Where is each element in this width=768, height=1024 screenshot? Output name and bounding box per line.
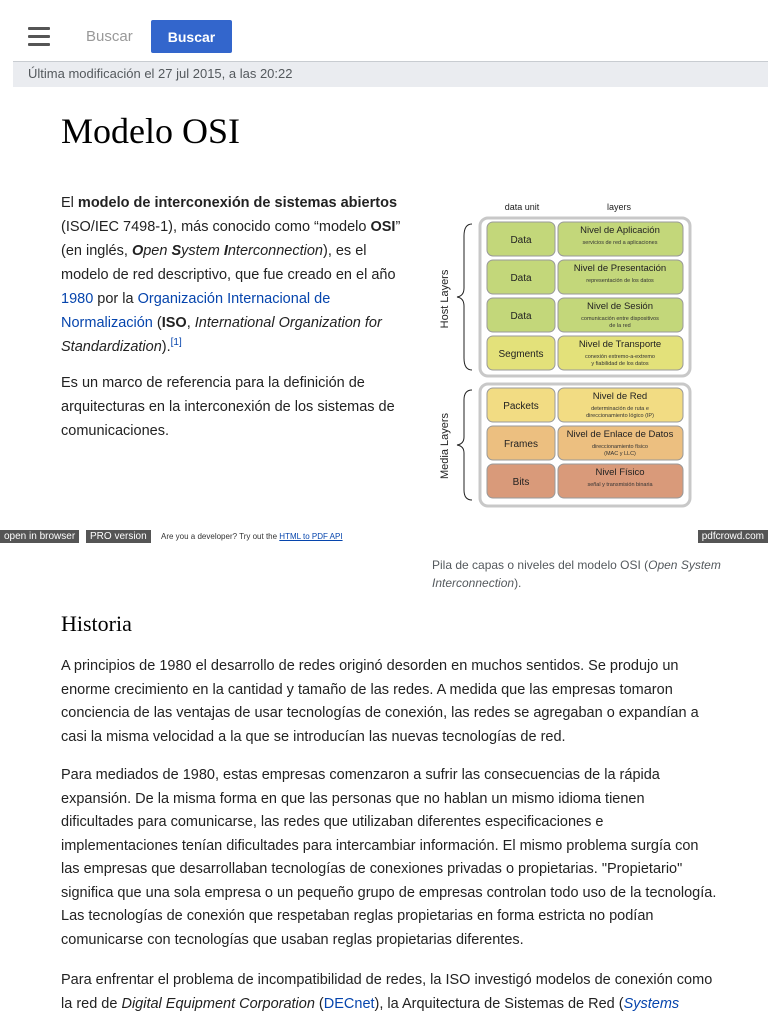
- historia-paragraph-2: Para mediados de 1980, estas empresas comenzaron a sufrir las consecuencias de la rápida expansión. De la misma forma en que las personas que no hablan un mismo idioma tienen dificultades para comunicarse, las redes que utilizaban diferentes especificaciones e implementaciones tenían dificultades para intercambiar información. El mismo problema surgía con las empresas que desarrollaban tecnologías de conexiones privadas o propietarias. "Propietario" significa que una sola empresa o un pequeño grupo de empresas controlan todo uso de la tecnología. Las tecnologías de conexión que respetaban reglas propietarias en forma estricta no podían comunicarse con tecnologías que usaban reglas propietarias diferentes.: [61, 767, 717, 948]
- layer-description: de la red: [609, 323, 631, 329]
- layer-name: Nivel de Transporte: [578, 339, 662, 350]
- hamburger-menu-icon[interactable]: [28, 27, 50, 45]
- search-button[interactable]: Buscar: [151, 20, 232, 53]
- intro-paragraph-2: Es un marco de referencia para la definición de arquitecturas en la interconexión de los sistemas de comunicaciones.: [61, 375, 395, 439]
- intro-paragraph: El modelo de interconexión de sistemas abiertos (ISO/IEC 7498-1), más conocido como “modelo OSI” (en inglés, Open System Interconnection), es el modelo de red descriptivo, que fue creado en el año 1980 por la Organización Internacional de Normalización (ISO, International Organization for Standardization).[1]: [61, 195, 401, 355]
- historia-paragraph-1: A principios de 1980 el desarrollo de redes originó desorden en muchos sentidos. Se produjo un enorme crecimiento en la cantidad y tamaño de las redes. A medida que las empresas tomaron conciencia de las ventajas de usar tecnologías de conexión, las redes se agregaban o expandían a casi la misma velocidad a la que se introducían las nuevas tecnologías de red.: [61, 658, 699, 745]
- last-modified-bar[interactable]: [13, 61, 768, 87]
- data-unit-label: Data: [510, 273, 532, 284]
- media-layers-label: Media Layers: [439, 412, 451, 480]
- layer-description: determinación de ruta e: [591, 406, 649, 412]
- layer-name: Nivel de Presentación: [573, 263, 667, 274]
- host-brace: [457, 224, 472, 370]
- link-systems[interactable]: Systems: [623, 995, 680, 1012]
- layer-name: Nivel de Enlace de Datos: [566, 429, 674, 440]
- developer-promo: Are you a developer? Try out the HTML to PDF API: [161, 532, 343, 541]
- diagram-col-layers: layers: [606, 202, 632, 212]
- diagram-caption: Pila de capas o niveles del modelo OSI (Open System Interconnection).: [432, 558, 721, 590]
- layer-description: representación de los datos: [586, 278, 654, 284]
- pro-version-button[interactable]: PRO version: [86, 530, 151, 543]
- link-1980[interactable]: 1980: [61, 291, 94, 307]
- diagram-col-data-unit: data unit: [504, 202, 540, 212]
- last-modified-text: Última modificación el 27 jul 2015, a las 20:22: [28, 66, 293, 81]
- html-to-pdf-link[interactable]: HTML to PDF API: [279, 532, 343, 541]
- layer-description: servicios de red a aplicaciones: [582, 240, 658, 246]
- layer-description: direccionamiento lógico (IP): [586, 413, 654, 419]
- pdfcrowd-brand[interactable]: pdfcrowd.com: [698, 530, 768, 543]
- data-unit-label: Segments: [498, 349, 544, 360]
- layer-description: conexión extremo-a-extremo: [584, 354, 656, 360]
- osi-model-diagram[interactable]: [430, 196, 700, 514]
- data-unit-label: Data: [510, 235, 532, 246]
- media-brace: [457, 390, 472, 500]
- open-in-browser-button[interactable]: open in browser: [0, 530, 79, 543]
- section-heading-historia: Historia: [61, 611, 132, 636]
- layer-name: Nivel de Red: [592, 391, 648, 402]
- data-unit-label: Frames: [504, 439, 538, 450]
- pdfcrowd-bar: [0, 530, 768, 545]
- layer-description: señal y transmisión binaria: [587, 482, 653, 488]
- link-decnet[interactable]: DECnet: [323, 995, 375, 1012]
- data-unit-label: Bits: [512, 477, 530, 488]
- page-title: Modelo OSI: [61, 111, 240, 151]
- host-layers-label: Host Layers: [439, 269, 451, 329]
- search-input[interactable]: [78, 20, 154, 52]
- layer-description: y fiabilidad de los datos: [591, 361, 649, 367]
- data-unit-label: Packets: [503, 401, 539, 412]
- layer-description: (MAC y LLC): [604, 451, 636, 457]
- layer-name: Nivel de Aplicación: [580, 225, 660, 236]
- link-iso-organization[interactable]: Organización Internacional de Normalización: [61, 291, 331, 331]
- historia-paragraph-3: Para enfrentar el problema de incompatibilidad de redes, la ISO investigó modelos de conexión como la red de Digital Equipment Corporation (DECnet), la Arquitectura de Sistemas de Red (Systems: [61, 972, 713, 1012]
- layer-name: Nivel Físico: [595, 467, 645, 478]
- top-bar: [0, 0, 768, 60]
- layer-description: comunicación entre dispositivos: [581, 316, 659, 322]
- data-unit-label: Data: [510, 311, 532, 322]
- layer-name: Nivel de Sesión: [586, 301, 654, 312]
- reference-link-1[interactable]: [1]: [170, 337, 182, 349]
- layer-description: direccionamiento físico: [592, 444, 648, 450]
